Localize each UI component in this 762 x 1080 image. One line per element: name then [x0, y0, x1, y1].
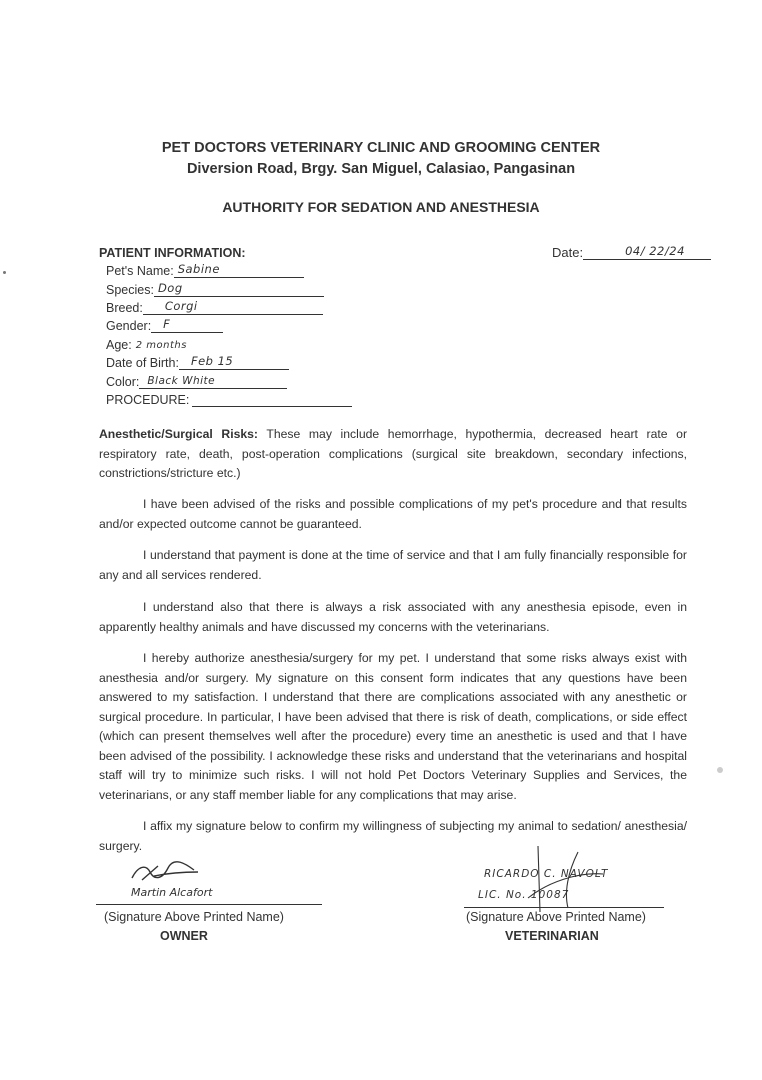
vet-signature-line: [464, 907, 664, 908]
gender-field: [106, 319, 223, 333]
vet-caption: (Signature Above Printed Name): [466, 910, 646, 924]
patient-info-heading: PATIENT INFORMATION:: [99, 246, 246, 260]
pet-name-value: Sabine: [177, 262, 220, 276]
owner-printed-name: Martin Alcafort: [131, 886, 213, 899]
risks-label: Anesthetic/Surgical Risks:: [99, 427, 258, 441]
age-value: 2 months: [135, 340, 187, 351]
procedure-label: PROCEDURE:: [106, 393, 190, 407]
color-label: Color:: [106, 375, 140, 389]
breed-field: [106, 301, 323, 315]
consent-paragraph-5: I affix my signature below to confirm my willingness of subjecting my animal to sedation/ anesthesia/ surgery.: [99, 819, 687, 853]
owner-signature-line: [96, 904, 322, 905]
procedure-field: [106, 393, 352, 407]
date-field: [552, 245, 711, 260]
clinic-address: Diversion Road, Brgy. San Miguel, Calasiao, Pangasinan: [186, 161, 576, 177]
vet-role: VETERINARIAN: [505, 929, 599, 943]
vet-license: LIC. No. 10087: [478, 889, 570, 901]
owner-caption: (Signature Above Printed Name): [104, 910, 284, 924]
species-value: Dog: [157, 281, 183, 295]
risks-paragraph: [99, 425, 687, 484]
age-field: [106, 338, 187, 352]
vet-printed-name: RICARDO C. NAVOLT: [484, 868, 609, 880]
dob-field: [106, 356, 289, 370]
scan-speck: [717, 767, 723, 773]
dob-value: Feb 15: [190, 354, 234, 368]
consent-paragraph-2: I understand that payment is done at the time of service and that I am fully financially responsible for any and all services rendered.: [99, 548, 687, 582]
species-label: Species:: [106, 283, 154, 297]
gender-value: F: [163, 317, 171, 331]
form-title: AUTHORITY FOR SEDATION AND ANESTHESIA: [222, 199, 540, 215]
age-label: Age:: [106, 338, 132, 352]
consent-paragraph-4: I hereby authorize anesthesia/surgery for my pet. I understand that some risks always exist with anesthesia and/or surgery. My signature on this consent form indicates that any questions have been answered to my satisfaction. I understand that there are complications associated with any anesthetic or surgical procedure. In particular, I have been advised that there is risk of death, complications, or side effect (which can present themselves well after the procedure) every time an anesthetic is used and that I have been advised of the possibility. I acknowledge these risks and understand that the veterinarians and hospital staff will try to minimize such risks. I will not hold Pet Doctors Veterinary Supplies and Services, the veterinarians, or any staff member liable for any complications that may arise.: [99, 651, 687, 802]
species-field: [106, 283, 324, 297]
consent-paragraph-1: I have been advised of the risks and possible complications of my pet's procedure and that results and/or expected outcome cannot be guaranteed.: [99, 497, 687, 531]
dob-label: Date of Birth:: [106, 356, 179, 370]
date-label: Date:: [552, 245, 584, 260]
owner-signature-mark: [128, 860, 208, 886]
color-field: [106, 375, 287, 389]
date-value: 04/ 22/24: [625, 244, 685, 258]
owner-role: OWNER: [160, 929, 208, 943]
breed-value: Corgi: [164, 299, 198, 313]
breed-label: Breed:: [106, 301, 143, 315]
pet-name-field: [106, 264, 304, 278]
pet-name-label: Pet's Name:: [106, 264, 174, 278]
gender-label: Gender:: [106, 319, 152, 333]
scan-speck: [3, 271, 6, 274]
clinic-name: PET DOCTORS VETERINARY CLINIC AND GROOMING CENTER: [161, 140, 601, 156]
color-value: Black White: [147, 375, 216, 387]
risks-text: These may include hemorrhage, hypothermia, decreased heart rate or respiratory rate, death, post-operation complications (surgical site breakdown, secondary infections, constrictions/stricture etc.): [99, 427, 688, 480]
consent-paragraph-3: I understand also that there is always a risk associated with any anesthesia episode, even in apparently healthy animals and have discussed my concerns with the veterinarians.: [99, 600, 687, 634]
